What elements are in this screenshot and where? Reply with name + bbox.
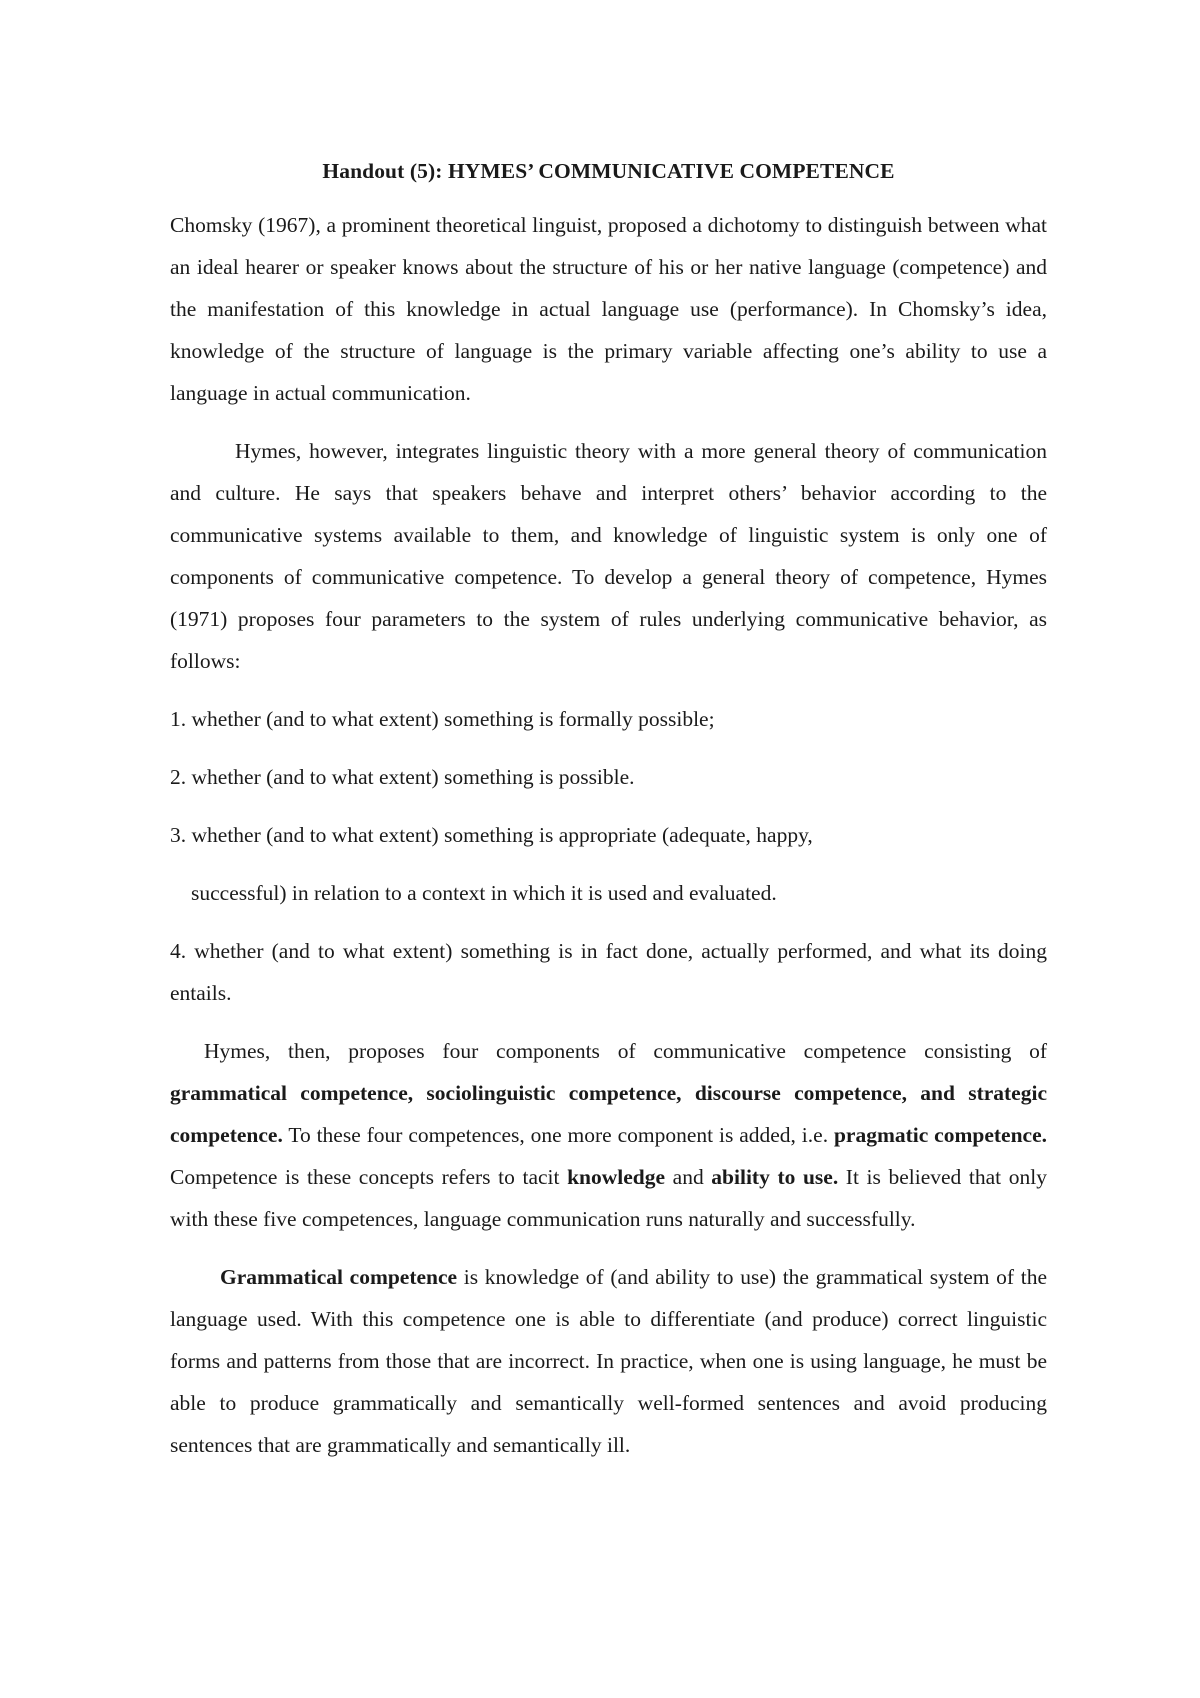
components-text-1: Hymes, then, proposes four components of communicative competence consisting of [204,1039,1047,1063]
list-item-3-line-1: 3. whether (and to what extent) something is appropriate (adequate, happy, [170,823,813,847]
list-item-1: 1. whether (and to what extent) something is formally possible; [170,707,715,731]
components-text-4: and [665,1165,712,1189]
grammatical-bold-term: Grammatical competence [220,1265,458,1289]
components-bold-ability: ability to use. [711,1165,839,1189]
paragraph-components [170,1030,1047,1240]
list-item-2: 2. whether (and to what extent) something is possible. [170,765,635,789]
list-item-4: 4. whether (and to what extent) something is in fact done, actually performed, and what its doing entails. [170,939,1047,1005]
components-text-5: It is believed that only with these five competences, language communication runs naturally and successfully. [170,1165,1047,1231]
grammatical-text: is knowledge of (and ability to use) the grammatical system of the language used. With this competence one is able to differentiate (and produce) correct linguistic forms and patterns from those that are incorrect. In practice, when one is using language, he must be able to produce grammatically and semantically well-formed sentences and avoid producing sentences that are grammatically and semantically ill. [170,1265,1047,1457]
paragraph-grammatical [170,1256,1047,1466]
components-bold-knowledge: knowledge [567,1165,666,1189]
list-item-3-line-2: successful) in relation to a context in which it is used and evaluated. [191,881,777,905]
components-bold-list: grammatical competence, sociolinguistic competence, discourse competence, and strategic competence. [170,1081,1047,1147]
paragraph-hymes-theory: Hymes, however, integrates linguistic theory with a more general theory of communication and culture. He says that speakers behave and interpret others’ behavior according to the communicative systems available to them, and knowledge of linguistic system is only one of components of communicative competence. To develop a general theory of competence, Hymes (1971) proposes four parameters to the system of rules underlying communicative behavior, as follows: [170,439,1047,673]
components-text-3: Competence is these concepts refers to tacit [170,1165,568,1189]
components-text-2: To these four competences, one more component is added, i.e. [282,1123,834,1147]
paragraph-chomsky: Chomsky (1967), a prominent theoretical linguist, proposed a dichotomy to distinguish between what an ideal hearer or speaker knows about the structure of his or her native language (competence) and the manifestation of this knowledge in actual language use (performance). In Chomsky’s idea, knowledge of the structure of language is the primary variable affecting one’s ability to use a language in actual communication. [170,213,1047,405]
handout-title: Handout (5): HYMES’ COMMUNICATIVE COMPETENCE [322,159,895,183]
components-bold-pragmatic: pragmatic competence. [833,1123,1047,1147]
list-item-3 [170,814,1047,914]
